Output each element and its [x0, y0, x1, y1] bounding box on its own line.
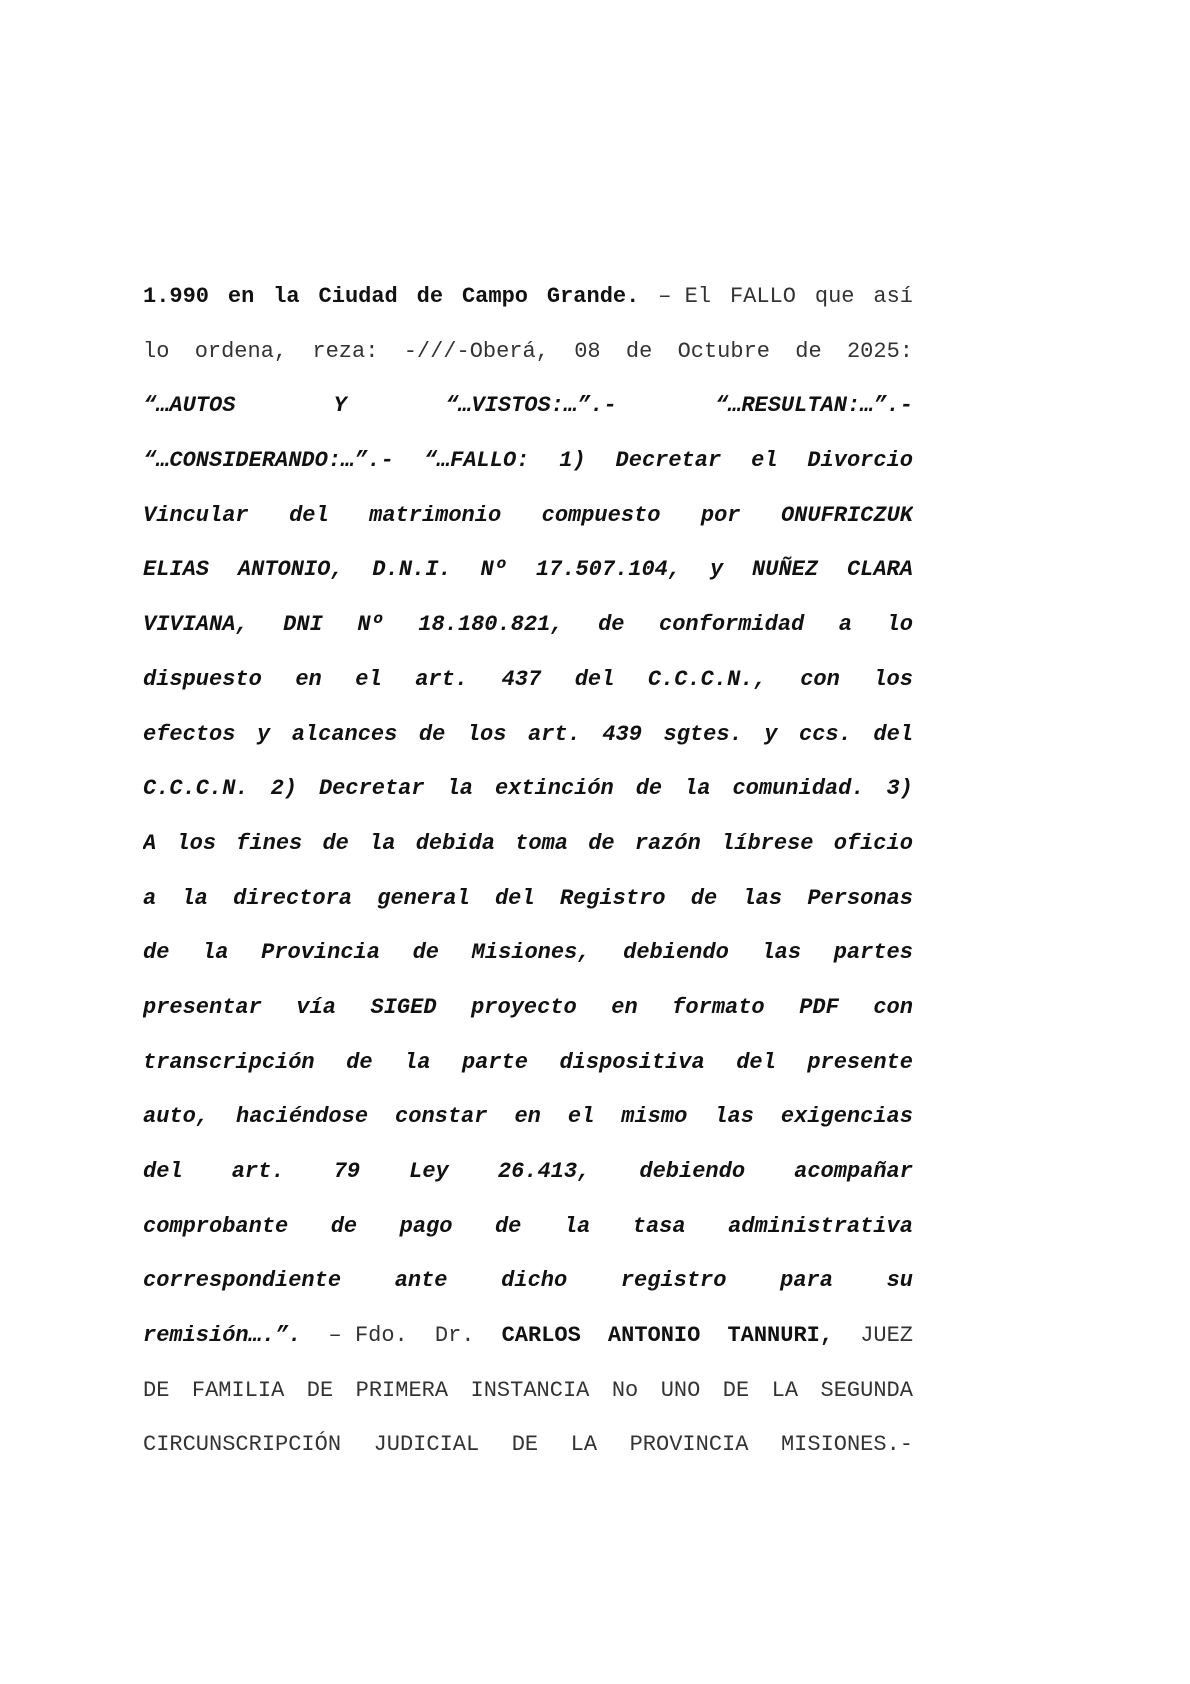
text-word: la	[181, 885, 208, 911]
text-word: -///-Oberá,	[403, 338, 549, 364]
text-word: Ciudad	[318, 284, 398, 309]
text-word: ccs.	[799, 721, 852, 747]
text-word: ELIAS	[143, 557, 210, 583]
text-word: presente	[807, 1049, 913, 1075]
text-word: razón	[634, 830, 701, 856]
text-word: del	[736, 1049, 776, 1075]
text-word: las	[714, 1104, 754, 1130]
text-word: CARLOS	[501, 1323, 581, 1349]
text-word: pago	[399, 1213, 453, 1239]
text-word: en	[514, 1104, 541, 1130]
text-word: del	[873, 721, 913, 747]
text-word: ANTONIO	[607, 1323, 701, 1349]
text-word: DE	[306, 1377, 334, 1403]
text-word: 79	[333, 1159, 361, 1184]
text-line	[143, 543, 913, 598]
text-word: art.	[415, 666, 469, 692]
text-word: proyecto	[471, 994, 577, 1020]
text-word: CIRCUNSCRIPCIÓN	[143, 1432, 342, 1458]
text-word: de	[418, 721, 446, 747]
text-word: VIVIANA,	[143, 612, 249, 638]
text-word: transcripción	[143, 1049, 315, 1075]
text-word: la	[446, 776, 473, 802]
text-word: Vincular	[143, 502, 249, 528]
text-word: la	[404, 1049, 431, 1075]
text-word: matrimonio	[369, 502, 502, 528]
text-line	[143, 1200, 913, 1255]
text-line	[143, 1254, 913, 1309]
text-line	[143, 1090, 913, 1145]
text-word: la	[563, 1213, 591, 1239]
text-word: – Fdo.	[328, 1323, 408, 1349]
text-word: 2)	[270, 776, 297, 802]
text-word: ANTONIO,	[237, 557, 344, 583]
text-line	[143, 598, 913, 653]
text-word: 08	[574, 338, 601, 364]
text-word: LA	[570, 1432, 598, 1458]
text-word: CLARA	[846, 557, 913, 583]
text-word: INSTANCIA	[470, 1377, 590, 1403]
text-word: partes	[833, 940, 913, 966]
text-word: DNI	[283, 612, 323, 638]
text-word: toma	[515, 830, 568, 856]
text-word: y	[709, 557, 724, 583]
text-word: Nº	[357, 612, 384, 638]
text-word: FALLO	[729, 284, 796, 309]
text-line	[143, 762, 913, 817]
text-word: los	[466, 721, 507, 747]
text-word: de	[330, 1213, 358, 1239]
text-word: comunidad.	[732, 776, 865, 802]
text-word: directora	[233, 885, 352, 911]
text-line	[143, 817, 913, 872]
text-word: dispuesto	[143, 666, 262, 692]
text-word: 18.180.821,	[418, 612, 564, 638]
text-word: mismo	[621, 1104, 688, 1130]
text-word: dispositiva	[559, 1049, 705, 1075]
text-word: PDF	[799, 994, 839, 1020]
text-word: 26.413,	[497, 1159, 591, 1184]
text-word: “…FALLO:	[423, 448, 530, 474]
text-word: Ley	[409, 1159, 449, 1184]
text-word: su	[886, 1268, 913, 1294]
text-word: de	[588, 830, 615, 856]
text-word: en	[227, 284, 255, 309]
text-word: a	[143, 885, 157, 911]
text-word: Misiones,	[471, 940, 591, 966]
text-word: comprobante	[143, 1213, 289, 1239]
text-word: Decretar	[615, 448, 722, 474]
text-word: a	[838, 612, 852, 638]
text-word: UNO	[660, 1377, 701, 1403]
text-word: de	[322, 830, 349, 856]
text-word: SIGED	[370, 994, 437, 1020]
text-word: debiendo	[623, 940, 729, 966]
ruling-text	[143, 270, 913, 1473]
text-word: FAMILIA	[191, 1377, 285, 1403]
text-word: correspondiente	[143, 1268, 342, 1294]
text-word: que	[814, 284, 855, 309]
text-word: lo	[886, 612, 913, 638]
text-line	[143, 489, 913, 544]
text-word: de	[346, 1049, 373, 1075]
text-word: “…CONSIDERANDO:…”.-	[143, 448, 394, 474]
text-word: del	[289, 502, 329, 528]
text-word: de	[635, 776, 663, 802]
text-word: JUDICIAL	[373, 1432, 480, 1458]
text-word: debida	[415, 830, 495, 856]
text-word: líbrese	[721, 830, 814, 856]
text-word: con	[800, 666, 840, 692]
text-line	[143, 653, 913, 708]
text-word: conformidad	[659, 612, 805, 638]
text-word: haciéndose	[236, 1104, 369, 1130]
text-word: por	[700, 502, 741, 528]
text-word: de	[598, 612, 625, 638]
text-word: SEGUNDA	[820, 1377, 913, 1403]
text-word: reza:	[312, 338, 379, 364]
text-word: exigencias	[780, 1104, 913, 1130]
text-word: constar	[395, 1104, 488, 1130]
text-word: remisión….”.	[143, 1323, 302, 1349]
text-word: el	[355, 666, 382, 692]
text-word: DE	[511, 1432, 539, 1458]
text-word: general	[377, 885, 470, 911]
text-word: Grande.	[546, 284, 640, 309]
text-word: de	[795, 338, 822, 364]
text-word: Dr.	[434, 1323, 475, 1349]
text-word: sgtes.	[663, 721, 743, 747]
text-line	[143, 270, 913, 325]
text-word: art.	[528, 721, 581, 747]
text-word: para	[780, 1268, 833, 1294]
text-word: el	[567, 1104, 595, 1130]
text-word: de	[690, 885, 718, 911]
text-word: 437	[501, 666, 542, 692]
text-word: los	[176, 830, 217, 856]
text-word: de	[143, 940, 170, 966]
text-word: del	[143, 1159, 183, 1184]
text-word: 1)	[559, 448, 586, 474]
text-line	[143, 379, 913, 434]
text-line	[143, 434, 913, 489]
text-line	[143, 1036, 913, 1091]
text-word: ante	[394, 1268, 448, 1294]
text-word: la	[369, 830, 396, 856]
text-word: C.C.C.N.	[143, 776, 249, 802]
text-word: LA	[771, 1377, 799, 1403]
text-word: de	[416, 284, 444, 309]
text-word: “…AUTOS	[143, 393, 236, 419]
text-word: Provincia	[261, 940, 380, 966]
text-word: dicho	[501, 1268, 568, 1294]
text-word: 1.990	[143, 284, 210, 309]
text-word: efectos	[143, 721, 236, 747]
text-word: art.	[231, 1159, 285, 1184]
text-word: Nº	[480, 557, 507, 583]
text-word: la	[684, 776, 711, 802]
text-word: acompañar	[794, 1159, 913, 1184]
text-word: MISIONES.-	[780, 1432, 913, 1458]
text-word: oficio	[833, 830, 913, 856]
text-word: del	[574, 666, 615, 692]
text-word: Personas	[807, 885, 913, 911]
text-word: Divorcio	[807, 448, 913, 474]
text-word: de	[625, 338, 653, 364]
text-word: alcances	[291, 721, 398, 747]
text-word: presentar	[143, 994, 262, 1020]
text-word: ONUFRICZUK	[780, 502, 913, 528]
text-word: 17.507.104,	[535, 557, 682, 583]
text-line	[143, 325, 913, 380]
text-word: PRIMERA	[355, 1377, 449, 1403]
text-word: auto,	[143, 1104, 210, 1130]
text-word: en	[295, 666, 322, 692]
text-word: registro	[620, 1268, 727, 1294]
text-word: “…RESULTAN:…”.-	[714, 393, 913, 419]
text-word: así	[873, 284, 913, 309]
text-word: 2025:	[846, 338, 913, 364]
text-word: y	[256, 721, 271, 747]
text-word: Y	[333, 393, 347, 419]
text-word: vía	[296, 994, 336, 1020]
text-word: parte	[461, 1049, 528, 1075]
text-line	[143, 1309, 913, 1364]
text-word: el	[751, 448, 778, 474]
text-line	[143, 1145, 913, 1200]
text-word: Registro	[559, 885, 666, 911]
text-word: con	[873, 994, 913, 1020]
text-word: A	[143, 830, 157, 856]
text-word: tasa	[632, 1213, 686, 1239]
text-word: DE	[143, 1377, 170, 1403]
text-word: PROVINCIA	[629, 1432, 749, 1458]
text-line	[143, 1364, 913, 1419]
text-word: las	[742, 885, 783, 911]
text-word: compuesto	[541, 502, 661, 528]
text-word: extinción	[494, 776, 614, 802]
text-word: lo	[143, 338, 170, 364]
text-line	[143, 926, 913, 981]
text-word: DE	[722, 1377, 750, 1403]
text-word: los	[873, 666, 913, 692]
text-word: la	[202, 940, 229, 966]
text-word: 439	[602, 721, 642, 747]
text-word: 3)	[886, 776, 913, 802]
text-word: fines	[236, 830, 303, 856]
text-word: y	[764, 721, 778, 747]
text-word: del	[494, 885, 535, 911]
text-line	[143, 708, 913, 763]
text-word: TANNURI,	[727, 1323, 834, 1349]
text-word: NUÑEZ	[752, 557, 819, 583]
text-word: formato	[672, 994, 765, 1020]
text-word: No	[611, 1377, 639, 1403]
text-word: C.C.C.N.,	[647, 666, 767, 692]
text-word: – El	[658, 284, 712, 309]
text-word: en	[611, 994, 638, 1020]
text-line	[143, 1418, 913, 1473]
text-word: ordena,	[194, 338, 288, 364]
text-word: las	[761, 940, 802, 966]
text-line	[143, 872, 913, 927]
text-word: “…VISTOS:…”.-	[445, 393, 617, 419]
text-word: administrativa	[728, 1213, 913, 1239]
text-word: Octubre	[677, 338, 770, 364]
text-word: Decretar	[318, 776, 425, 802]
text-word: la	[273, 284, 300, 309]
text-line	[143, 981, 913, 1036]
text-word: de	[412, 940, 440, 966]
text-word: JUEZ	[860, 1323, 913, 1349]
text-word: de	[494, 1213, 522, 1239]
text-word: Campo	[461, 284, 528, 309]
text-word: D.N.I.	[372, 557, 452, 583]
text-word: debiendo	[639, 1159, 746, 1184]
